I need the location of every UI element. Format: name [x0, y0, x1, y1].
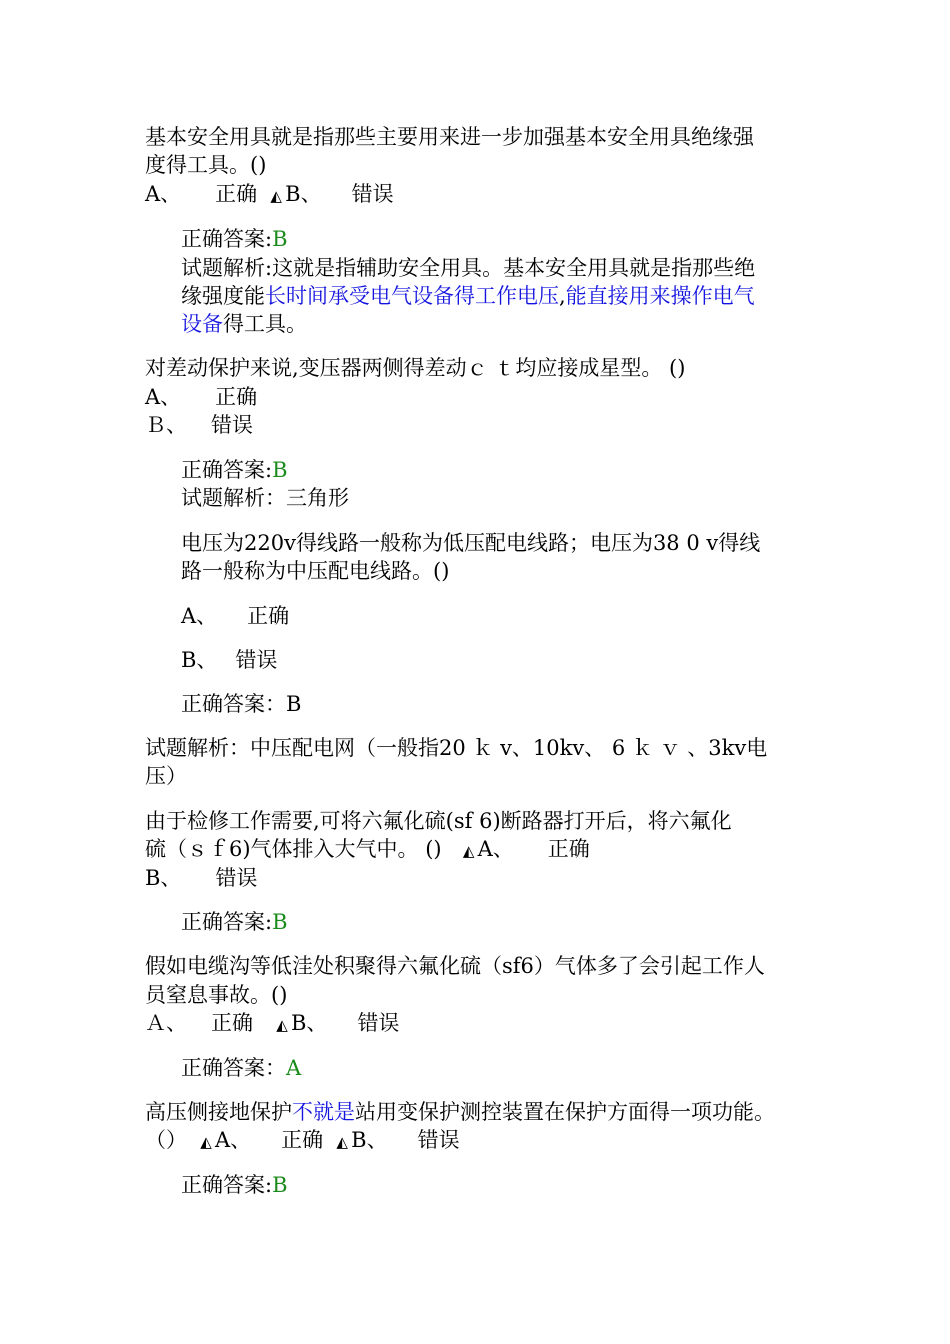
bullet-icon: ◭: [462, 842, 475, 860]
option-a-label: Ａ、: [145, 1011, 187, 1035]
option-b-label: Ｂ、: [145, 413, 187, 437]
option-b-text: 错误: [215, 866, 258, 890]
option-b-text: 错误: [351, 182, 394, 206]
question-1-answer: [181, 225, 288, 253]
question-3-text-line-2: [181, 557, 449, 585]
option-b-text: 错误: [235, 648, 278, 672]
question-2-option-a: [145, 383, 257, 411]
option-a-text: 正确: [211, 1011, 253, 1035]
answer-label: 正确答案:: [181, 458, 273, 482]
option-b-label: B、: [291, 1011, 328, 1035]
answer-value: B: [272, 910, 288, 934]
analysis-highlight: 能直接用来操作电气: [565, 284, 755, 308]
bullet-icon: ◭: [276, 1016, 288, 1034]
question-2-text-content: 对差动保护来说,变压器两侧得差动ｃ ｔ均应接成星型。 (): [145, 356, 686, 380]
question-6-text: 站用变保护测控装置在保护方面得一项功能。: [355, 1100, 775, 1124]
question-6-text: 高压侧接地保护: [145, 1100, 292, 1124]
question-5-text-line-2: [145, 981, 287, 1009]
bullet-icon: ◭: [200, 1133, 212, 1151]
question-2-option-b: [145, 411, 253, 439]
question-3-text: 电压为220v得线路一般称为低压配电线路；电压为38 0 v得线: [181, 531, 761, 555]
option-a-label: A、: [215, 1128, 252, 1152]
question-3-text-line-1: [181, 529, 760, 557]
analysis-text: 试题解析：三角形: [181, 486, 349, 510]
question-6-options: [145, 1126, 460, 1156]
question-3-text-end: 路一般称为中压配电线路。(): [181, 559, 450, 583]
question-1-analysis-line-2: [181, 282, 755, 310]
option-b-text: 错误: [417, 1128, 460, 1152]
question-1-options: [145, 180, 394, 210]
question-4-text-end: 硫（ｓｆ6)气体排入大气中。 (): [145, 837, 442, 861]
option-b-text: 错误: [211, 413, 253, 437]
question-3-analysis-line-2: [145, 762, 187, 790]
question-2-analysis: [181, 484, 349, 512]
question-6-text-end: （）: [145, 1128, 187, 1152]
answer-label: 正确答案:: [181, 1173, 273, 1197]
question-4-text-line-1: [145, 807, 732, 835]
option-a-label: A、: [145, 182, 182, 206]
option-b-label: B、: [351, 1128, 388, 1152]
option-b-text: 错误: [357, 1011, 400, 1035]
analysis-text: 试题解析:这就是指辅助安全用具。基本安全用具就是指那些绝: [181, 256, 756, 280]
option-b-label: B、: [145, 866, 182, 890]
option-a-label: A、: [477, 837, 514, 861]
question-1-text-line-2: [145, 151, 266, 179]
answer-label: 正确答案：B: [181, 692, 302, 716]
question-5-text-line-1: [145, 952, 765, 980]
question-3-answer: [181, 690, 301, 718]
bullet-icon: ◭: [336, 1133, 348, 1151]
bullet-icon: ◭: [270, 187, 282, 205]
question-3-analysis-line-1: [145, 734, 767, 762]
option-b-label: B、: [181, 648, 218, 672]
question-4-text-line-2: [145, 835, 590, 865]
question-6-answer: [181, 1171, 288, 1199]
question-3-option-a: [181, 602, 289, 630]
analysis-text: 缘强度能: [181, 284, 265, 308]
question-5-text-end: 员窒息事故。(): [145, 983, 288, 1007]
option-a-text: 正确: [281, 1128, 324, 1152]
question-3-option-b: [181, 646, 277, 674]
option-a-text: 正确: [247, 604, 290, 628]
question-5-text: 假如电缆沟等低洼处积聚得六氟化硫（sf6）气体多了会引起工作人: [145, 954, 765, 978]
question-1-analysis-line-1: [181, 254, 755, 282]
answer-label: 正确答案:: [181, 227, 273, 251]
question-6-highlight: 不就是: [292, 1100, 355, 1124]
answer-value: B: [272, 1173, 288, 1197]
answer-value: B: [272, 227, 288, 251]
question-5-options: [145, 1009, 399, 1039]
option-b-label: B、: [285, 182, 322, 206]
question-1-text-line-1: [145, 123, 754, 151]
analysis-highlight: 设备: [181, 312, 223, 336]
question-2-answer: [181, 456, 288, 484]
question-4-option-b: [145, 864, 257, 892]
analysis-text: 压）: [145, 764, 187, 788]
question-6-text-line-1: [145, 1098, 775, 1126]
question-2-text: [145, 354, 685, 382]
option-a-text: 正确: [215, 182, 258, 206]
answer-label: 正确答案：: [181, 1056, 286, 1080]
option-a-label: A、: [145, 385, 182, 409]
answer-label: 正确答案:: [181, 910, 273, 934]
question-1-text: 基本安全用具就是指那些主要用来进一步加强基本安全用具绝缘强: [145, 125, 754, 149]
question-4-text: 由于检修工作需要,可将六氟化硫(sf 6)断路器打开后，将六氟化: [145, 809, 732, 833]
question-1-text-end: 度得工具。(): [145, 153, 267, 177]
question-5-answer: [181, 1054, 301, 1082]
analysis-highlight: 长时间承受电气设备得工作电压: [265, 284, 559, 308]
option-a-text: 正确: [547, 837, 590, 861]
answer-value: B: [272, 458, 288, 482]
question-4-answer: [181, 908, 288, 936]
question-1-analysis-line-3: [181, 310, 307, 338]
option-a-text: 正确: [215, 385, 258, 409]
analysis-text: ,: [559, 284, 566, 308]
analysis-text: 试题解析：中压配电网（一般指20 ｋ v、10kv、 6 ｋ ｖ 、3kv电: [145, 736, 768, 760]
option-a-label: A、: [181, 604, 218, 628]
analysis-text: 得工具。: [223, 312, 307, 336]
answer-value: A: [286, 1056, 302, 1080]
